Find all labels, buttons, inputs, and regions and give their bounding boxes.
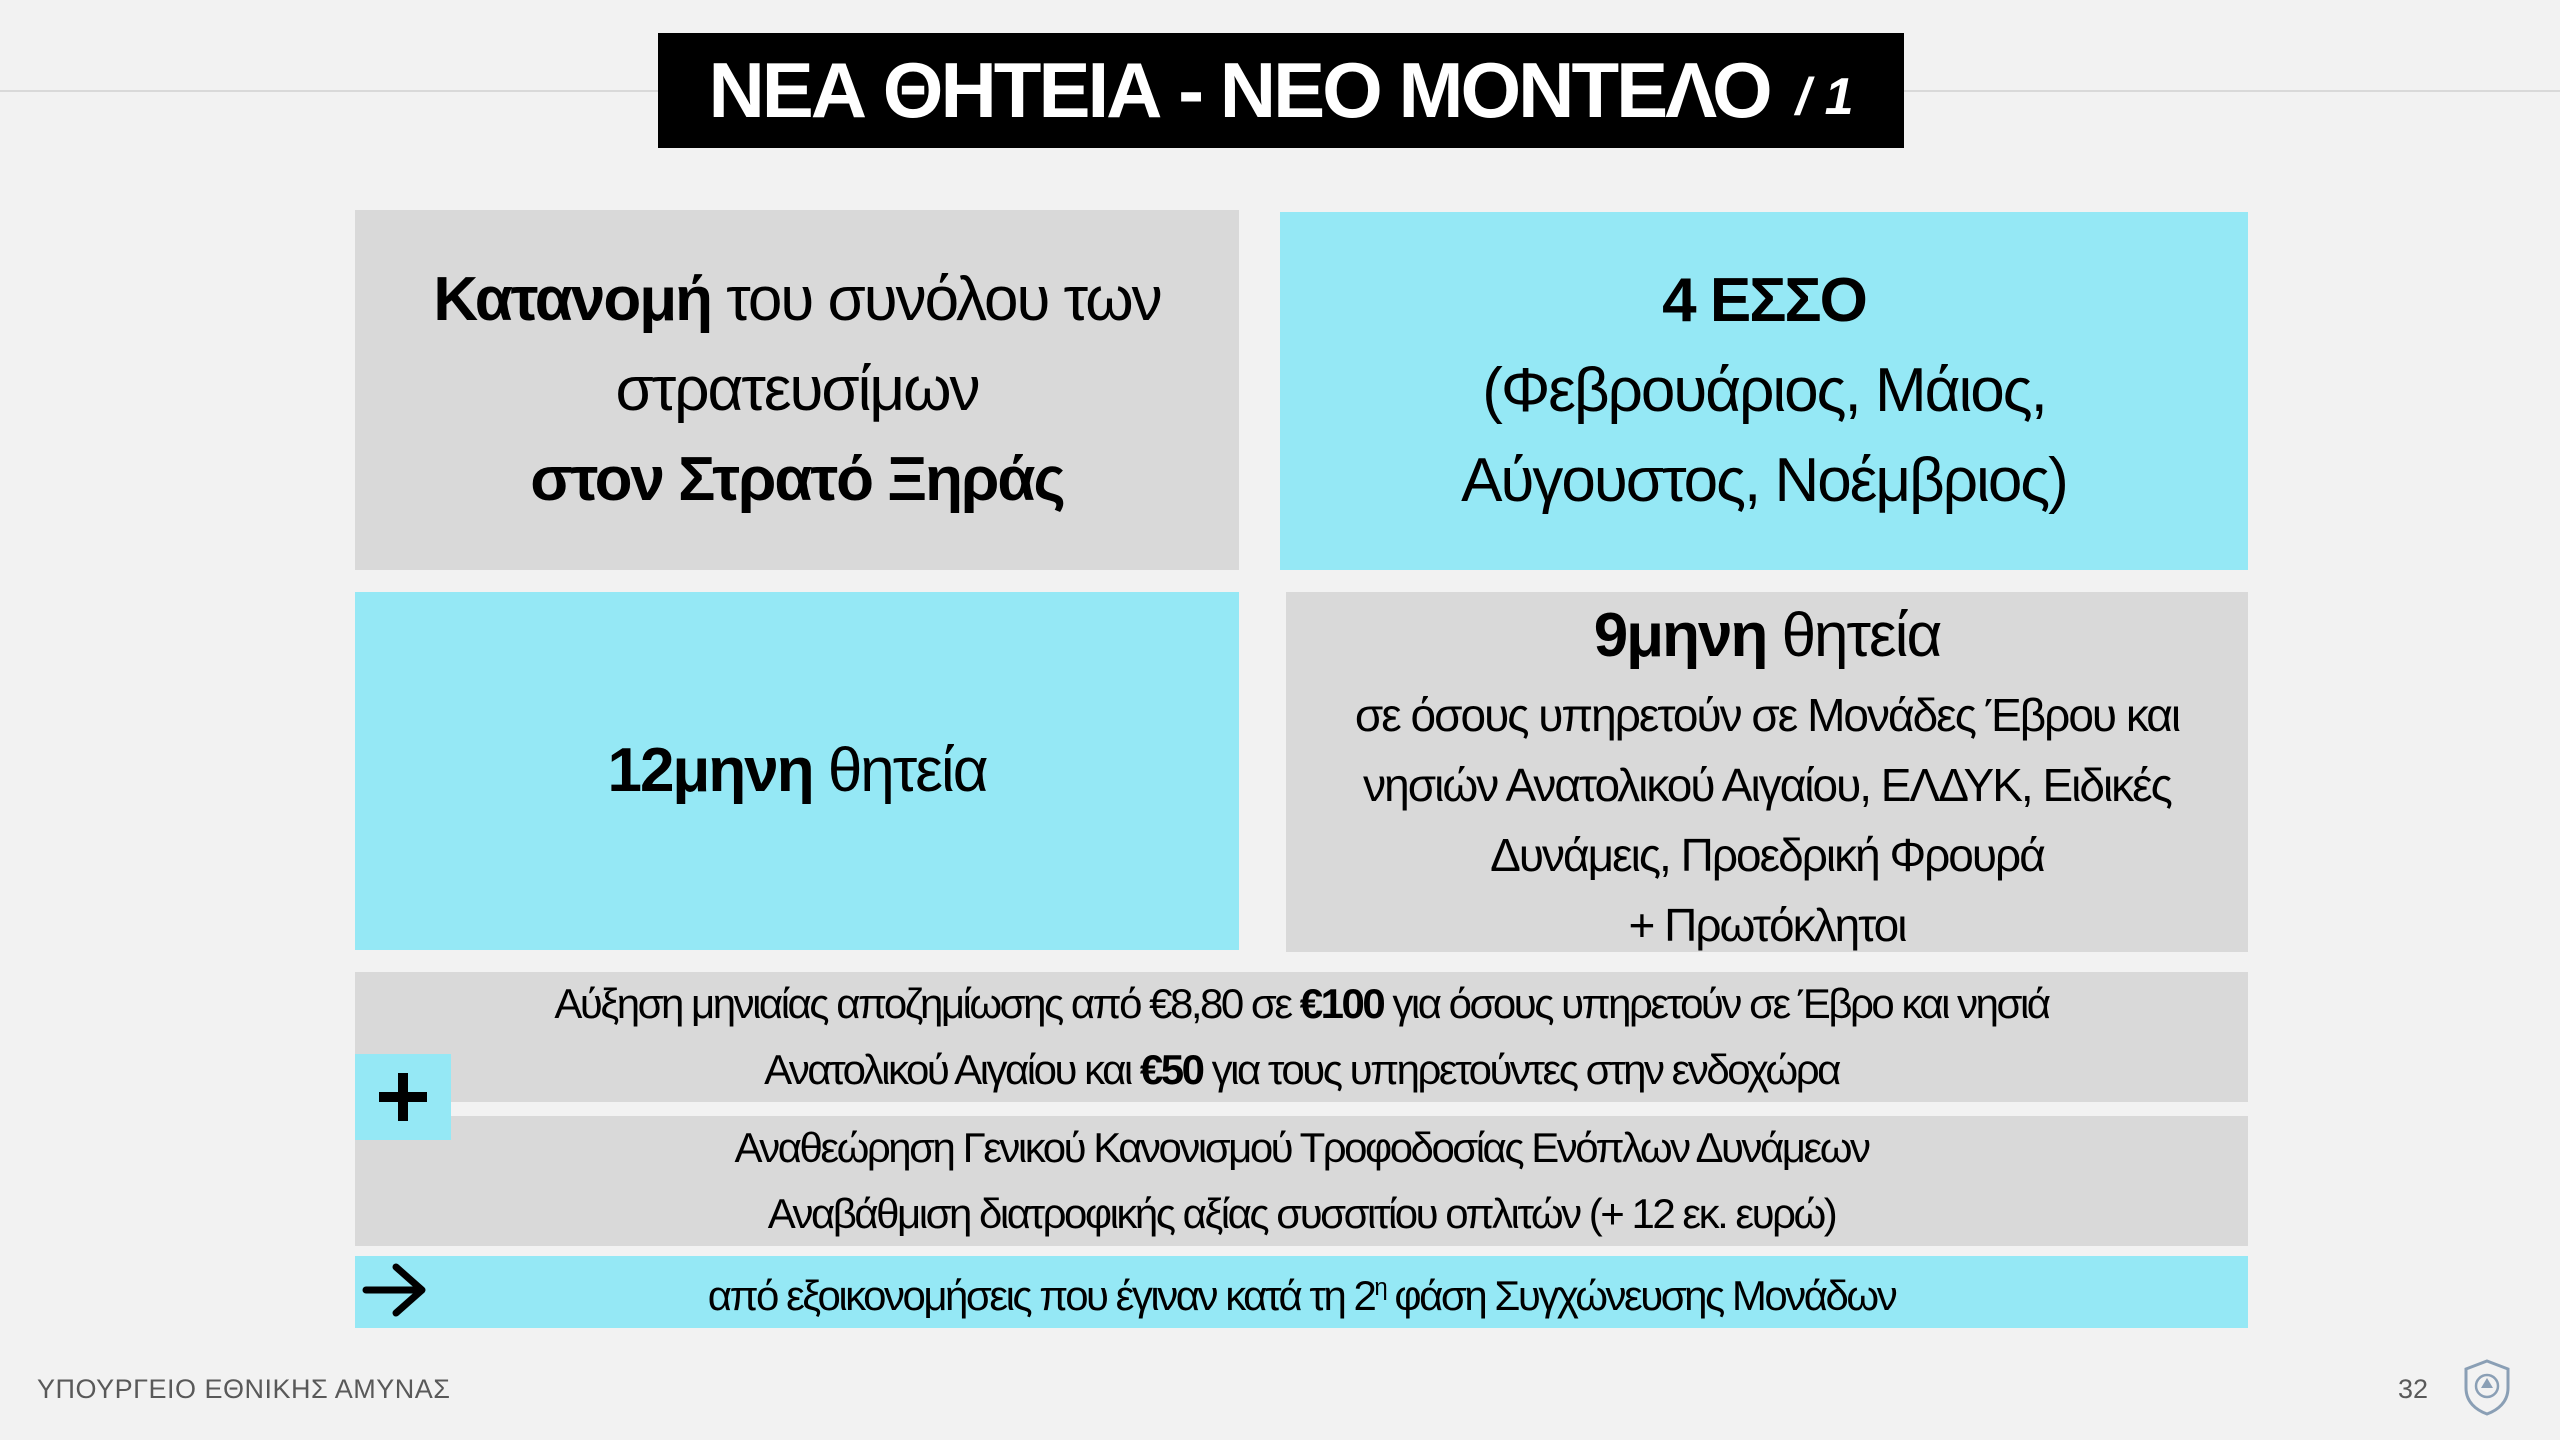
ministry-emblem-icon [2462, 1358, 2512, 1416]
esso-bold: 4 ΕΣΣΟ [1662, 266, 1866, 335]
allocation-line-1 [433, 255, 1160, 345]
twelve-month-rest: θητεία [812, 736, 987, 805]
slide-title-page-marker: / 1 [1795, 67, 1854, 126]
allocation-bold: Κατανομή [433, 265, 712, 334]
compensation-l1-amount: €100 [1299, 980, 1384, 1027]
nine-month-line-3: νησιών Ανατολικού Αιγαίου, ΕΛΔΥΚ, Ειδικές [1363, 759, 2171, 811]
esso-box [1280, 212, 2248, 570]
food-regulation-bar [355, 1116, 2248, 1246]
footer-ministry: ΥΠΟΥΡΓΕΙΟ ΕΘΝΙΚΗΣ ΑΜΥΝΑΣ [37, 1374, 451, 1404]
compensation-l2-c: για τους υπηρετούντες στην ενδοχώρα [1202, 1046, 1839, 1093]
compensation-bar [355, 972, 2248, 1102]
header-line-right [1904, 90, 2560, 92]
slide-number: 32 [2398, 1374, 2429, 1404]
twelve-month-box [355, 592, 1239, 950]
twelve-month-text [607, 726, 986, 816]
food-line-2: Αναβάθμιση διατροφικής αξίας συσσιτίου οπλιτών (+ 12 εκ. ευρώ) [767, 1190, 1836, 1237]
compensation-l2-a: Ανατολικού Αιγαίου και [764, 1046, 1140, 1093]
nine-month-line-2: σε όσους υπηρετούν σε Μονάδες Έβρου και [1354, 689, 2180, 741]
compensation-l2-amount: €50 [1139, 1046, 1203, 1093]
arrow-right-icon [362, 1262, 428, 1318]
savings-sup: η [1374, 1274, 1386, 1301]
savings-text [708, 1255, 1895, 1329]
savings-pre: από εξοικονομήσεις που έγιναν κατά τη 2 [707, 1272, 1375, 1319]
compensation-l1-c: για όσους υπηρετούν σε Έβρο και νησιά [1383, 980, 2049, 1027]
nine-month-bold: 9μηνη [1593, 601, 1767, 670]
esso-line-2: (Φεβρουάριος, Μάιος, [1482, 356, 2046, 425]
nine-month-line-5: + Πρωτόκλητοι [1628, 899, 1906, 951]
allocation-line-3-bold: στον Στρατό Ξηράς [530, 445, 1064, 514]
allocation-rest: του συνόλου των [711, 265, 1161, 334]
slide-title-text: ΝΕΑ ΘΗΤΕΙΑ - ΝΕΟ ΜΟΝΤΕΛΟ [708, 46, 1770, 134]
compensation-line-1 [554, 971, 2048, 1037]
savings-post: φάση Συγχώνευσης Μονάδων [1385, 1272, 1896, 1319]
plus-icon [377, 1071, 429, 1123]
slide-title [658, 33, 1904, 148]
twelve-month-bold: 12μηνη [607, 736, 813, 805]
allocation-line-3 [530, 435, 1063, 525]
allocation-box [355, 210, 1239, 570]
esso-line-1 [1662, 256, 1866, 346]
nine-month-rest: θητεία [1766, 601, 1941, 670]
compensation-line-2 [764, 1037, 1839, 1103]
esso-line-3: Αύγουστος, Νοέμβριος) [1461, 446, 2067, 515]
food-line-1: Αναθεώρηση Γενικού Κανονισμού Τροφοδοσίας Ενόπλων Δυνάμεων [734, 1124, 1869, 1171]
nine-month-heading [1594, 592, 1941, 680]
nine-month-box [1286, 592, 2248, 952]
nine-month-line-4: Δυνάμεις, Προεδρική Φρουρά [1490, 829, 2044, 881]
compensation-l1-a: Αύξηση μηνιαίας αποζημίωσης από €8,80 σε [554, 980, 1300, 1027]
plus-marker [355, 1054, 451, 1140]
header-line-left [0, 90, 658, 92]
allocation-line-2: στρατευσίμων [615, 355, 979, 424]
savings-bar [355, 1256, 2248, 1328]
